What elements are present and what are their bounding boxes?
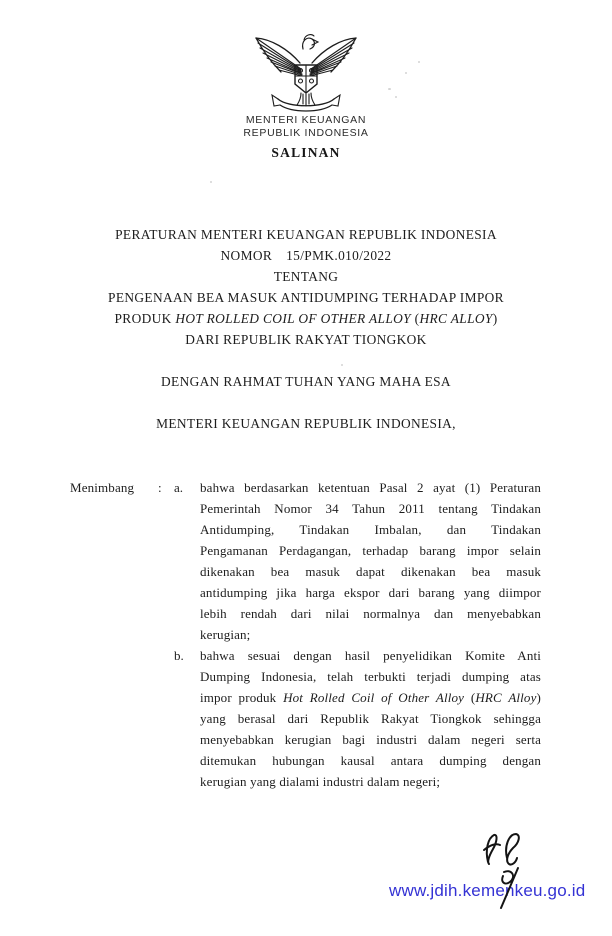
text-run: bahwa berdasarkan ketentuan Pasal 2 ayat (1) Peraturan <box>200 480 541 495</box>
text-line <box>200 498 541 519</box>
text-line <box>200 645 541 666</box>
jdih-watermark-url: www.jdih.kemenkeu.go.id <box>389 881 586 900</box>
regulation-title-line1: PERATURAN MENTERI KEUANGAN REPUBLIK INDONESIA <box>115 227 497 242</box>
menimbang-items <box>174 477 541 792</box>
text-line <box>200 561 541 582</box>
text-run: antidumping jika harga ekspor dari barang yang diimpor <box>200 585 541 600</box>
text-run: PRODUK <box>114 311 176 326</box>
menimbang-item <box>174 645 541 792</box>
item-marker: a. <box>174 480 184 495</box>
regulation-number-line <box>0 245 612 266</box>
text-line <box>200 540 541 561</box>
subject-line1: PENGENAAN BEA MASUK ANTIDUMPING TERHADAP IMPOR <box>108 290 504 305</box>
invocation-line: DENGAN RAHMAT TUHAN YANG MAHA ESA <box>161 374 451 389</box>
italic-text-run: HOT ROLLED COIL OF OTHER ALLOY <box>175 311 411 326</box>
text-run: kerugian yang dialami industri dalam negeri; <box>200 774 441 789</box>
copy-label: SALINAN <box>271 145 341 160</box>
menimbang-item <box>174 477 541 645</box>
text-line <box>200 708 541 729</box>
menimbang-label: Menimbang <box>70 480 135 495</box>
text-line <box>200 477 541 498</box>
ministry-name <box>0 114 612 140</box>
text-line <box>200 666 541 687</box>
text-line <box>200 624 541 645</box>
scan-speck <box>395 96 397 98</box>
text-line <box>200 687 541 708</box>
italic-text-run: HRC Alloy <box>475 690 537 705</box>
scan-speck <box>418 61 420 63</box>
italic-text-run: Hot Rolled Coil of Other Alloy <box>283 690 465 705</box>
text-line <box>200 603 541 624</box>
scan-speck <box>341 364 343 366</box>
text-run: ditemukan hubungan kausal antara dumping dengan <box>200 753 541 768</box>
text-run: impor produk <box>200 690 284 705</box>
scan-speck <box>388 88 391 90</box>
text-run: ( <box>464 690 476 705</box>
text-run: ) <box>492 311 498 326</box>
nomor-label: NOMOR <box>220 248 273 263</box>
scan-speck <box>210 181 212 183</box>
subject-line2 <box>0 308 612 329</box>
scan-speck <box>405 72 407 74</box>
ministry-line1: MENTERI KEUANGAN <box>245 114 367 126</box>
garuda-pancasila-emblem-icon <box>252 32 360 121</box>
ministry-line2: REPUBLIK INDONESIA <box>243 127 369 139</box>
italic-text-run: HRC ALLOY <box>419 311 493 326</box>
text-run: Pengamanan Perdagangan, terhadap barang impor selain <box>200 543 541 558</box>
text-line <box>200 750 541 771</box>
text-run: Antidumping, Tindakan Imbalan, dan Tindakan <box>200 522 541 537</box>
text-run: Pemerintah Nomor 34 Tahun 2011 tentang Tindakan <box>200 501 541 516</box>
text-run: yang berasal dari Republik Rakyat Tiongkok sehingga <box>200 711 541 726</box>
authority-line: MENTERI KEUANGAN REPUBLIK INDONESIA, <box>156 416 456 431</box>
text-run: bahwa sesuai dengan hasil penyelidikan Komite Anti <box>200 648 541 663</box>
nomor-value: 15/PMK.010/2022 <box>286 248 392 263</box>
text-run: lebih rendah dari nilai normalnya dan menyebabkan <box>200 606 541 621</box>
tentang-label: TENTANG <box>273 269 339 284</box>
text-run: menyebabkan kerugian bagi industri dalam negeri serta <box>200 732 541 747</box>
text-line <box>200 582 541 603</box>
text-run: ( <box>410 311 420 326</box>
subject-line3: DARI REPUBLIK RAKYAT TIONGKOK <box>185 332 427 347</box>
text-run: kerugian; <box>200 627 251 642</box>
text-line <box>200 729 541 750</box>
item-marker: b. <box>174 648 184 663</box>
text-run: dikenakan bea masuk dapat dikenakan bea masuk <box>200 564 541 579</box>
text-line <box>200 771 541 792</box>
handwritten-initials-icon <box>480 828 528 917</box>
text-run: ) <box>536 690 541 705</box>
text-line <box>200 519 541 540</box>
regulation-title-block <box>0 224 612 350</box>
text-run: Dumping Indonesia, telah terbukti terjadi dumping atas <box>200 669 541 684</box>
menimbang-separator: : <box>158 480 162 495</box>
